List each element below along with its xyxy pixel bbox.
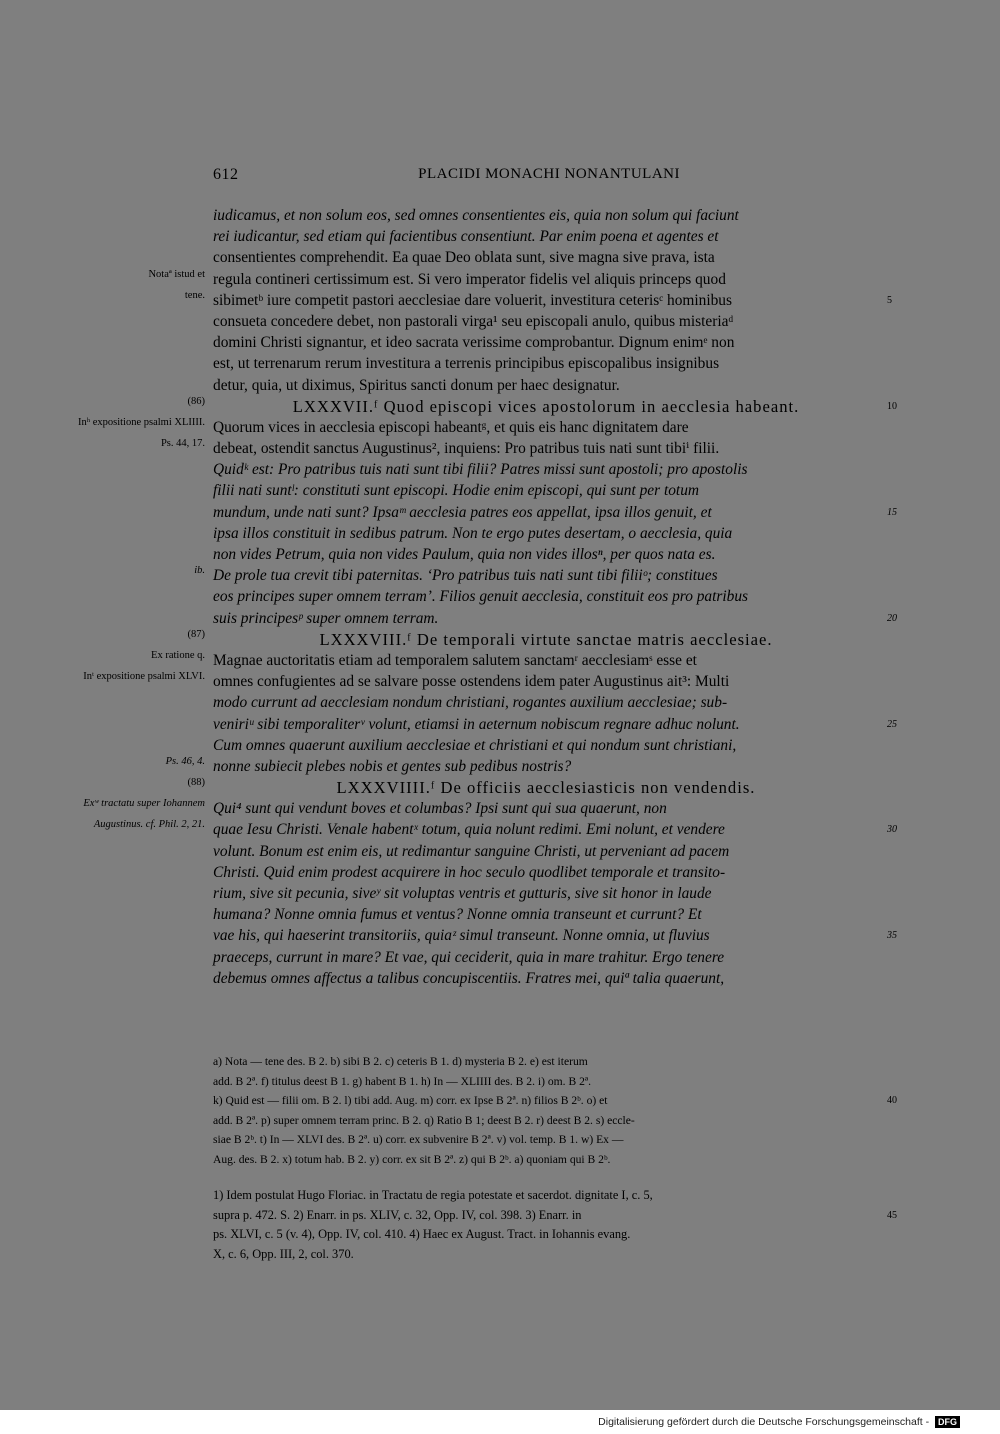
margin-note: Ps. 44, 17. — [160, 438, 205, 450]
text-line-text: debeat, ostendit sanctus Augustinus², inquiens: Pro patribus tuis nati sunt tibiⁱ filii. — [213, 440, 720, 458]
running-title: PLACIDI MONACHI NONANTULANI — [418, 166, 680, 182]
apparatus-line-text: siae B 2ᵇ. t) In — XLVI des. B 2ª. u) corr. ex subvenire B 2ª. v) vol. temp. B 1. w) Ex — — [213, 1133, 624, 1146]
line-number: 15 — [887, 506, 897, 518]
text-line — [213, 247, 879, 268]
text-line-text: domini Christi signantur, et ideo sacrata verissime comprobantur. Dignum enimᵉ non — [213, 334, 735, 352]
text-line — [213, 226, 879, 247]
text-line-text: filii nati suntˡ: constituti sunt episcopi. Hodie enim episcopi, qui sunt per totum — [213, 482, 700, 500]
apparatus-line — [213, 1091, 897, 1111]
text-line-text: quae Iesu Christi. Venale habentˣ totum, quia nolunt redimi. Emi nolunt, et vendere — [213, 821, 725, 839]
text-line — [213, 862, 879, 883]
text-line — [213, 459, 879, 480]
text-line-text: iudicamus, et non solum eos, sed omnes consentientes eis, quia non solum qui faciunt — [213, 207, 739, 224]
text-line-text: modo currunt ad aecclesiam nondum christiani, rogantes auxilium aecclesiae; sub- — [213, 694, 728, 712]
margin-note: (87) — [187, 628, 205, 640]
text-line-text: eos principes super omnem terram’. Filios genuit aecclesia, constituit eos pro patribus — [213, 588, 749, 606]
line-number: 25 — [887, 718, 897, 730]
text-line — [213, 205, 879, 226]
main-text — [77, 205, 897, 989]
text-line — [187, 777, 879, 798]
line-number: 40 — [887, 1095, 897, 1106]
text-line — [213, 608, 897, 629]
text-line — [213, 353, 879, 374]
text-line — [213, 523, 879, 544]
text-line-text: nonne subiecit plebes nobis et gentes sub pedibus nostris? — [213, 757, 572, 775]
line-number: 30 — [887, 824, 897, 836]
margin-note: (88) — [187, 777, 205, 789]
text-line-text: De prole tua crevit tibi paternitas. ‘Pro patribus tuis nati sunt tibi filiiᵒ; constitues — [213, 567, 718, 585]
text-line — [83, 671, 879, 692]
note-line — [213, 1245, 879, 1265]
apparatus-line — [213, 1150, 879, 1170]
margin-note: ib. — [194, 565, 205, 577]
text-line — [213, 502, 897, 523]
text-line-text: Quidᵏ est: Pro patribus tuis nati sunt tibi filii? Patres missi sunt apostoli; pro apostolis — [213, 461, 748, 479]
text-line-text: ipsa illos constituit in sedibus patrum. Non te ergo putes desertam, o aecclesia, quia — [213, 524, 733, 542]
text-line — [184, 289, 892, 311]
text-line-text: Cum omnes quaerunt auxilium aecclesiae et christiani et qui nondum sunt christiani, — [213, 736, 737, 754]
margin-note: Inᵗ expositione psalmi XLVI. — [83, 671, 205, 683]
text-line-text: detur, quia, ut diximus, Spiritus sancti donum per haec designatur. — [213, 376, 620, 394]
margin-note: Exʷ tractatu super Iohannem — [83, 798, 205, 810]
apparatus-line-text: a) Nota — tene des. B 2. b) sibi B 2. c) ceteris B 1. d) mysteria B 2. e) est iterum — [213, 1055, 588, 1068]
text-line-text: Christi. Quid enim prodest acquirere in hoc seculo quodlibet temporale et transito- — [213, 863, 726, 881]
text-line-text: debemus omnes affectus a talibus concupiscentiis. Fratres mei, quiª talia quaerunt, — [213, 969, 725, 987]
margin-note: Ps. 46, 4. — [165, 755, 205, 767]
text-line — [213, 692, 879, 713]
margin-note: (86) — [187, 395, 205, 407]
apparatus-line-text: add. B 2ª. p) super omnem terram princ. B 2. q) Ratio B 1; deest B 2. r) deest B 2. s) eccle- — [213, 1113, 635, 1127]
text-line — [148, 268, 879, 290]
note-line — [213, 1186, 879, 1206]
line-number: 10 — [887, 400, 897, 412]
apparatus-line-text: k) Quid est — filii om. B 2. l) tibi add. Aug. m) corr. ex Ipse B 2ª. n) filios B 2ᵇ. o) et — [213, 1094, 608, 1107]
margin-note: Augustinus. cf. Phil. 2, 21. — [93, 819, 205, 831]
text-line-text: LXXXVIII.ᶠ De temporali virtute sanctae matris aecclesiae. — [319, 629, 773, 649]
text-line — [213, 714, 897, 735]
apparatus-line-text: Aug. des. B 2. x) totum hab. B 2. y) corr. ex sit B 2ª. z) qui B 2ᵇ. a) quoniam qui B 2ᵇ. — [213, 1152, 611, 1166]
margin-note: Ex ratione q. — [151, 649, 205, 661]
text-line — [213, 375, 879, 396]
text-line-text: Qui⁴ sunt qui vendunt boves et columbas? Ipsi sunt qui sua quaerunt, non — [213, 800, 667, 818]
text-line — [213, 904, 879, 925]
text-line-text: volunt. Bonum est enim eis, ut redimantur sanguine Christi, ut perveniant ad pacem — [213, 842, 730, 860]
note-line — [213, 1225, 879, 1245]
text-line — [213, 947, 879, 968]
text-line-text: rium, sive sit pecunia, siveʸ sit voluptas ventris et gutturis, sive sit honor in laude — [213, 885, 712, 902]
note-line-text: supra p. 472. S. 2) Enarr. in ps. XLIV, c. 32, Opp. IV, col. 398. 3) Enarr. in — [213, 1207, 582, 1222]
apparatus-line — [213, 1072, 879, 1092]
text-line-text: suis principesᵖ super omnem terram. — [213, 609, 439, 627]
text-line — [213, 586, 879, 607]
text-line-text: vae his, qui haeserint transitoriis, quiaᶻ simul transeunt. Nonne omnia, ut fluvius — [213, 927, 710, 945]
text-line-text: veniriᵘ sibi temporaliterᵛ volunt, etiamsi in aeternum nobiscum regnare adhuc nolunt. — [213, 715, 740, 733]
text-line — [213, 968, 879, 989]
text-line — [93, 819, 897, 840]
note-line-text: ps. XLVI, c. 5 (v. 4), Opp. IV, col. 410. 4) Haec ex August. Tract. in Iohannis evang. — [213, 1227, 631, 1241]
text-line-text: sibimetᵇ iure competit pastori aecclesiae dare voluerit, investitura ceterisᶜ hominibus — [213, 291, 732, 309]
apparatus-line — [213, 1111, 879, 1131]
text-line-text: rei iudicantur, sed etiam qui facientibus consentiunt. Par enim poena et agentes et — [213, 228, 719, 246]
apparatus-line — [213, 1052, 879, 1072]
text-line-text: Magnae auctoritatis etiam ad temporalem salutem sanctamʳ aecclesiamˢ esse et — [213, 651, 697, 669]
text-line-text: omnes confugientes ad se salvare posse ostendens idem pater Augustinus ait³: Multi — [213, 673, 730, 691]
text-line — [213, 311, 879, 332]
text-line — [213, 925, 897, 946]
text-line-text: humana? Nonne omnia fumus et ventus? Nonne omnia transeunt et currunt? Et — [213, 906, 702, 924]
text-line-text: LXXXVIIII.ᶠ De officiis aecclesiasticis non vendendis. — [336, 778, 756, 798]
text-line-text: est, ut terrenarum rerum investitura a terrenis principibus episcopalibus insignibus — [213, 355, 720, 373]
margin-note: Notaª istud et — [148, 268, 205, 280]
line-number: 5 — [887, 294, 892, 306]
digitization-footer — [598, 1416, 960, 1428]
text-line-text: consentientes comprehendit. Ea quae Deo oblata sunt, sive magna sive prava, ista — [213, 249, 715, 267]
text-line-text: praeceps, currunt in mare? Et vae, qui ceciderit, quia in mare trahitur. Ergo tenere — [213, 948, 725, 966]
margin-note: tene. — [184, 289, 205, 301]
text-line-text: Quorum vices in aecclesia episcopi habeantᵍ, et quis eis hanc dignitatem dare — [213, 418, 689, 436]
line-number: 35 — [887, 930, 897, 942]
text-line — [213, 735, 879, 756]
note-line-text: 1) Idem postulat Hugo Floriac. in Tractatu de regia potestate et sacerdot. dignitate I, c. 5, — [213, 1188, 653, 1202]
text-line — [213, 480, 879, 501]
text-line — [77, 416, 879, 438]
line-number: 20 — [887, 612, 897, 624]
text-line — [83, 798, 879, 819]
text-line-text: LXXXVII.ᶠ Quod episcopi vices apostolorum in aecclesia habeant. — [292, 396, 800, 416]
apparatus-line-text: add. B 2ª. f) titulus deest B 1. g) habent B 1. h) In — XLIIII des. B 2. i) om. B 2ª. — [213, 1074, 591, 1088]
text-line — [213, 544, 879, 565]
text-line — [187, 628, 879, 650]
text-line — [213, 883, 879, 904]
text-line — [213, 332, 879, 353]
text-line — [160, 438, 879, 459]
note-line-text: X, c. 6, Opp. III, 2, col. 370. — [213, 1246, 354, 1261]
text-line-text: consueta concedere debet, non pastorali virga¹ seu episcopali anulo, quibus misteriaᵈ — [213, 312, 734, 330]
text-line — [213, 841, 879, 862]
text-line-text: regula contineri certissimum est. Si vero imperator fidelis vel aliquis princeps quod — [213, 270, 726, 288]
text-line — [194, 565, 879, 586]
margin-note: Inʰ expositione psalmi XLIIII. — [77, 416, 205, 428]
page-number: 612 — [213, 166, 239, 183]
apparatus-line — [213, 1130, 879, 1150]
dfg-logo: DFG — [935, 1416, 960, 1428]
text-line — [187, 395, 897, 417]
text-line-text: non vides Petrum, quia non vides Paulum, quia non vides illosⁿ, per quos nata es. — [213, 546, 716, 563]
source-notes — [213, 1186, 897, 1264]
text-line — [151, 649, 879, 671]
text-line — [165, 755, 879, 777]
note-line — [213, 1206, 897, 1226]
critical-apparatus — [213, 1052, 897, 1169]
line-number: 45 — [887, 1209, 897, 1221]
text-line-text: mundum, unde nati sunt? Ipsaᵐ aecclesia patres eos appellat, ipsa illos genuit, et — [213, 503, 712, 521]
footer-text: Digitalisierung gefördert durch die Deutsche Forschungsgemeinschaft - — [598, 1416, 930, 1428]
